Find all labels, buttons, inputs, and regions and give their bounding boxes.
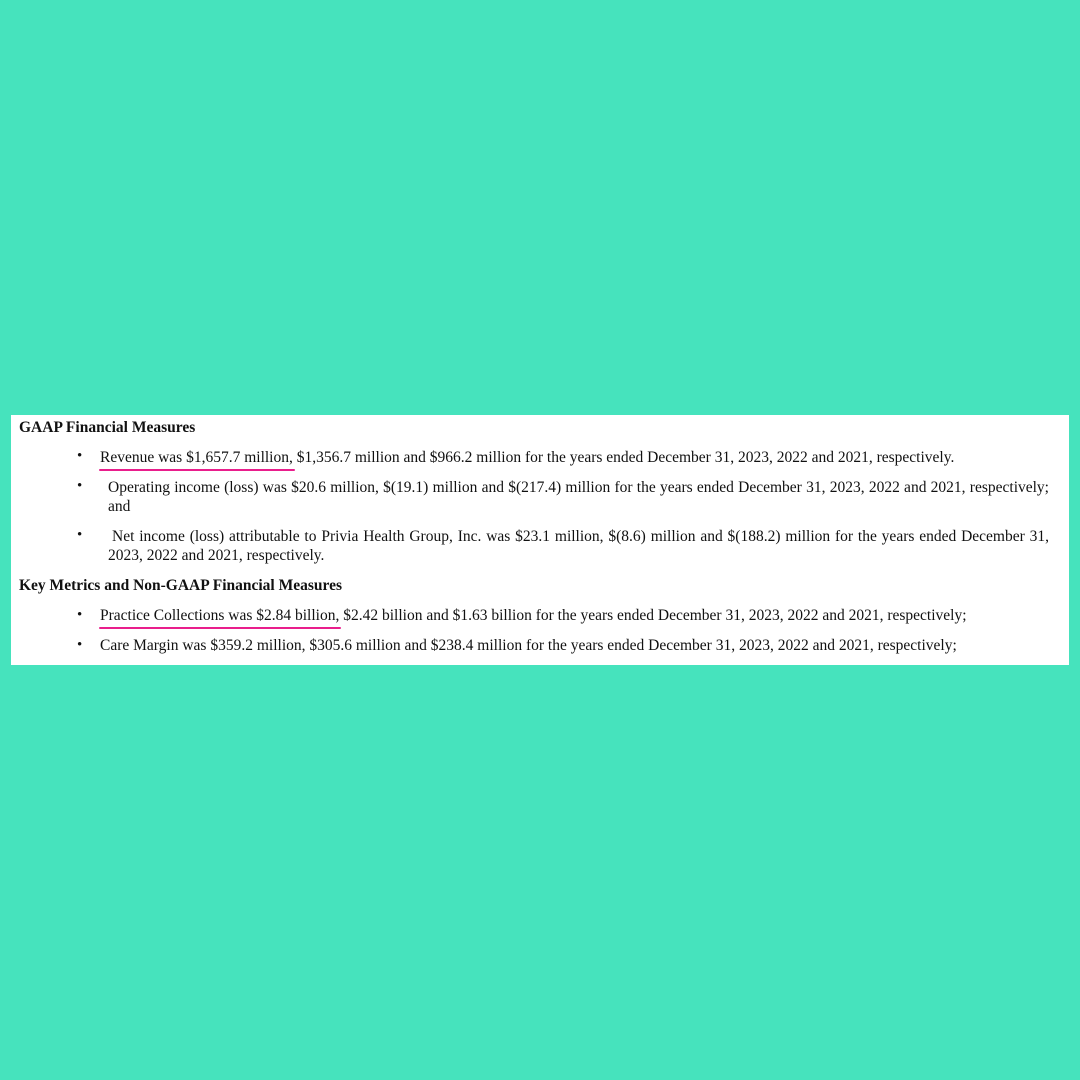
list-item-care-margin: Care Margin was $359.2 million, $305.6 million and $238.4 million for the years ended December 31, 2023, 2022 and 2021, respectively; (100, 637, 957, 654)
list-item-operating-income: Operating income (loss) was $20.6 million, $(19.1) million and $(217.4) million for the years ended December 31, 2023, 2022 and 2021, respectively; and (108, 479, 1049, 515)
bullet-icon: • (77, 637, 83, 653)
item-text: $2.42 billion and $1.63 billion for the years ended December 31, 2023, 2022 and 2021, respectively; (339, 607, 967, 624)
section-heading-gaap: GAAP Financial Measures (19, 419, 196, 436)
highlighted-phrase-revenue: Revenue was $1,657.7 million, (100, 449, 293, 466)
list-item-net-income: Net income (loss) attributable to Privia Health Group, Inc. was $23.1 million, $(8.6) million and $(188.2) million for the years ended December 31, 2023, 2022 and 2021, respectively. (108, 528, 1049, 564)
bullet-icon: • (77, 448, 83, 464)
highlighted-phrase-practice-collections: Practice Collections was $2.84 billion, (100, 607, 340, 624)
section-heading-key-metrics: Key Metrics and Non-GAAP Financial Measures (19, 577, 343, 594)
bullet-icon: • (77, 607, 83, 623)
list-item-practice-collections (100, 606, 967, 625)
bullet-icon: • (77, 527, 83, 543)
list-item-revenue (100, 448, 954, 467)
bullet-icon: • (77, 478, 83, 494)
document-excerpt (11, 415, 1069, 665)
item-text: $1,356.7 million and $966.2 million for the years ended December 31, 2023, 2022 and 2021, respectively. (292, 449, 955, 466)
